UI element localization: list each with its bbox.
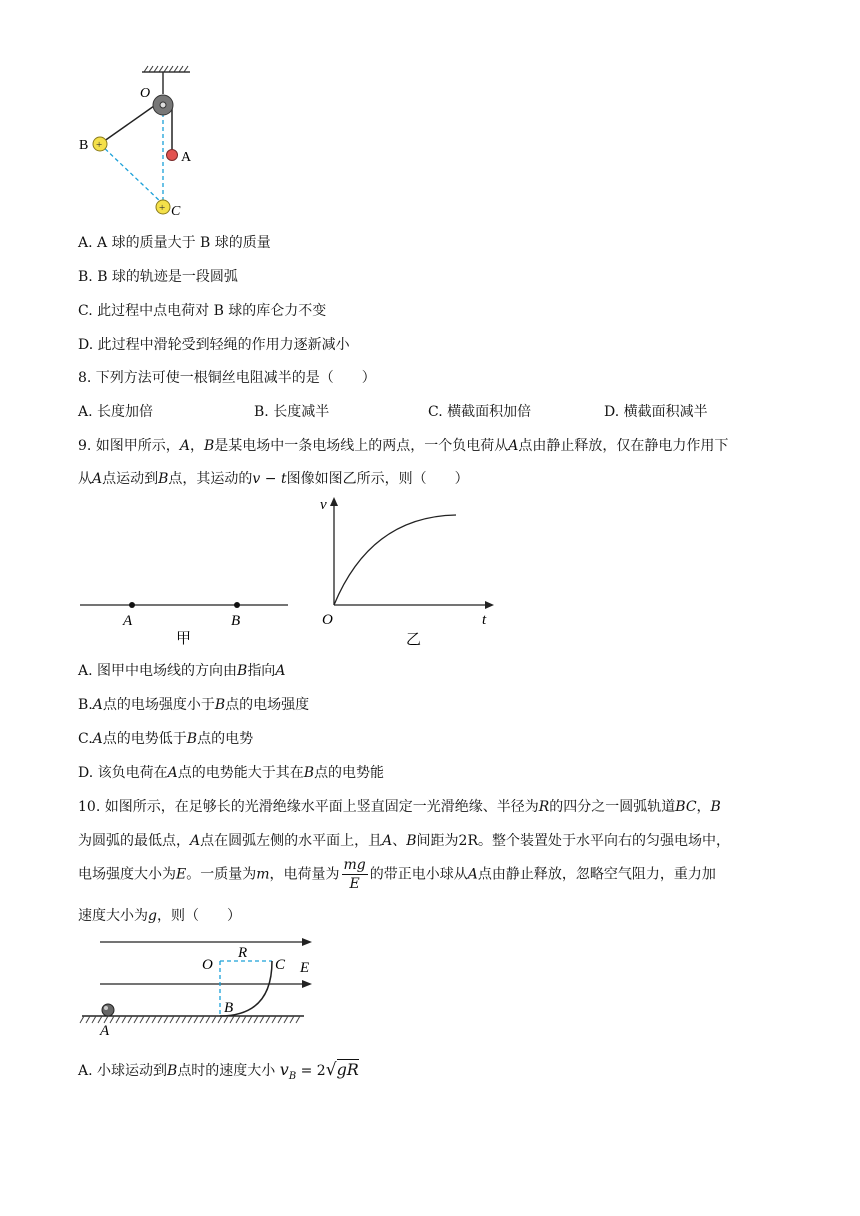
pulley-figure — [78, 66, 208, 226]
q10-stem-line3: 电场强度大小为E。一质量为m，电荷量为 $\frac{mg}{E}$ 的带正电小球从A点由静止释放，忽略空气阻力，重力加 — [78, 857, 716, 892]
label-b2: B — [224, 1000, 234, 1016]
svg-text:+: + — [96, 139, 103, 151]
label-c: C — [171, 204, 181, 219]
label-a2: A — [100, 1023, 110, 1039]
label-o2: O — [202, 957, 213, 973]
origin-label: O — [322, 612, 333, 628]
axis-t-label: t — [482, 612, 487, 628]
q9-option-b: B.A点的电场强度小于B点的电场强度 — [78, 697, 310, 713]
q9-option-c: C.A点的电势低于B点的电势 — [78, 731, 254, 747]
q9-option-a: A. 图甲中电场线的方向由B指向A — [78, 663, 286, 679]
figure-yi — [318, 492, 498, 652]
q7-option-a: A. A 球的质量大于 B 球的质量 — [78, 235, 271, 251]
q7-option-b: B. B 球的轨迹是一段圆弧 — [78, 269, 238, 285]
q9-stem-line2: 从A点运动到B点，其运动的v − t图像如图乙所示，则（ ） — [78, 471, 469, 487]
q10-stem-line2: 为圆弧的最低点，A点在圆弧左侧的水平面上，且A、B间距为2R。整个装置处于水平向右的匀强电场中， — [78, 833, 730, 849]
q8-option-c: C. 横截面积加倍 — [428, 404, 532, 420]
label-c2: C — [275, 957, 286, 973]
q7-option-c: C. 此过程中点电荷对 B 球的库仑力不变 — [78, 303, 327, 319]
q10-stem-line4: 速度大小为g，则（ ） — [78, 908, 241, 924]
q10-option-a: A. 小球运动到B点时的速度大小 $v_B = 2√gR$ — [78, 1060, 359, 1082]
ball-a — [167, 150, 178, 161]
label-b: B — [79, 138, 89, 153]
label-r: R — [238, 945, 248, 961]
q7-option-d: D. 此过程中滑轮受到轻绳的作用力逐新减小 — [78, 337, 350, 353]
vt-curve — [334, 515, 456, 605]
axis-v-label: v — [320, 497, 327, 513]
caption-yi: 乙 — [406, 632, 422, 648]
small-ball — [102, 1004, 114, 1016]
q10-stem-line1: 10. 如图所示，在足够长的光滑绝缘水平面上竖直固定一光滑绝缘、半径为R的四分之一圆弧轨道BC，B — [78, 799, 721, 815]
q8-option-d: D. 横截面积减半 — [604, 404, 708, 420]
label-point-b: B — [231, 613, 241, 629]
q9-stem-line1: 9. 如图甲所示，A，B是某电场中一条电场线上的两点，一个负电荷从A点由静止释放，仅在静电力作用下 — [78, 438, 729, 454]
caption-jia: 甲 — [176, 631, 192, 647]
q8-stem: 8. 下列方法可使一根铜丝电阻减半的是（ ） — [78, 370, 376, 386]
point-a — [129, 602, 135, 608]
charge-fraction: $\frac{mg}{E}$ — [343, 857, 366, 892]
label-e: E — [300, 960, 310, 976]
q8-option-b: B. 长度减半 — [254, 404, 330, 420]
point-b — [234, 602, 240, 608]
label-o: O — [140, 86, 151, 101]
label-a: A — [181, 150, 192, 165]
figure-jia — [78, 590, 298, 650]
q8-option-a: A. 长度加倍 — [78, 404, 154, 420]
q9-option-d: D. 该负电荷在A点的电势能大于其在B点的电势能 — [78, 765, 385, 781]
arc-track-figure — [78, 932, 338, 1042]
label-point-a: A — [123, 613, 133, 629]
svg-text:+: + — [159, 202, 166, 214]
